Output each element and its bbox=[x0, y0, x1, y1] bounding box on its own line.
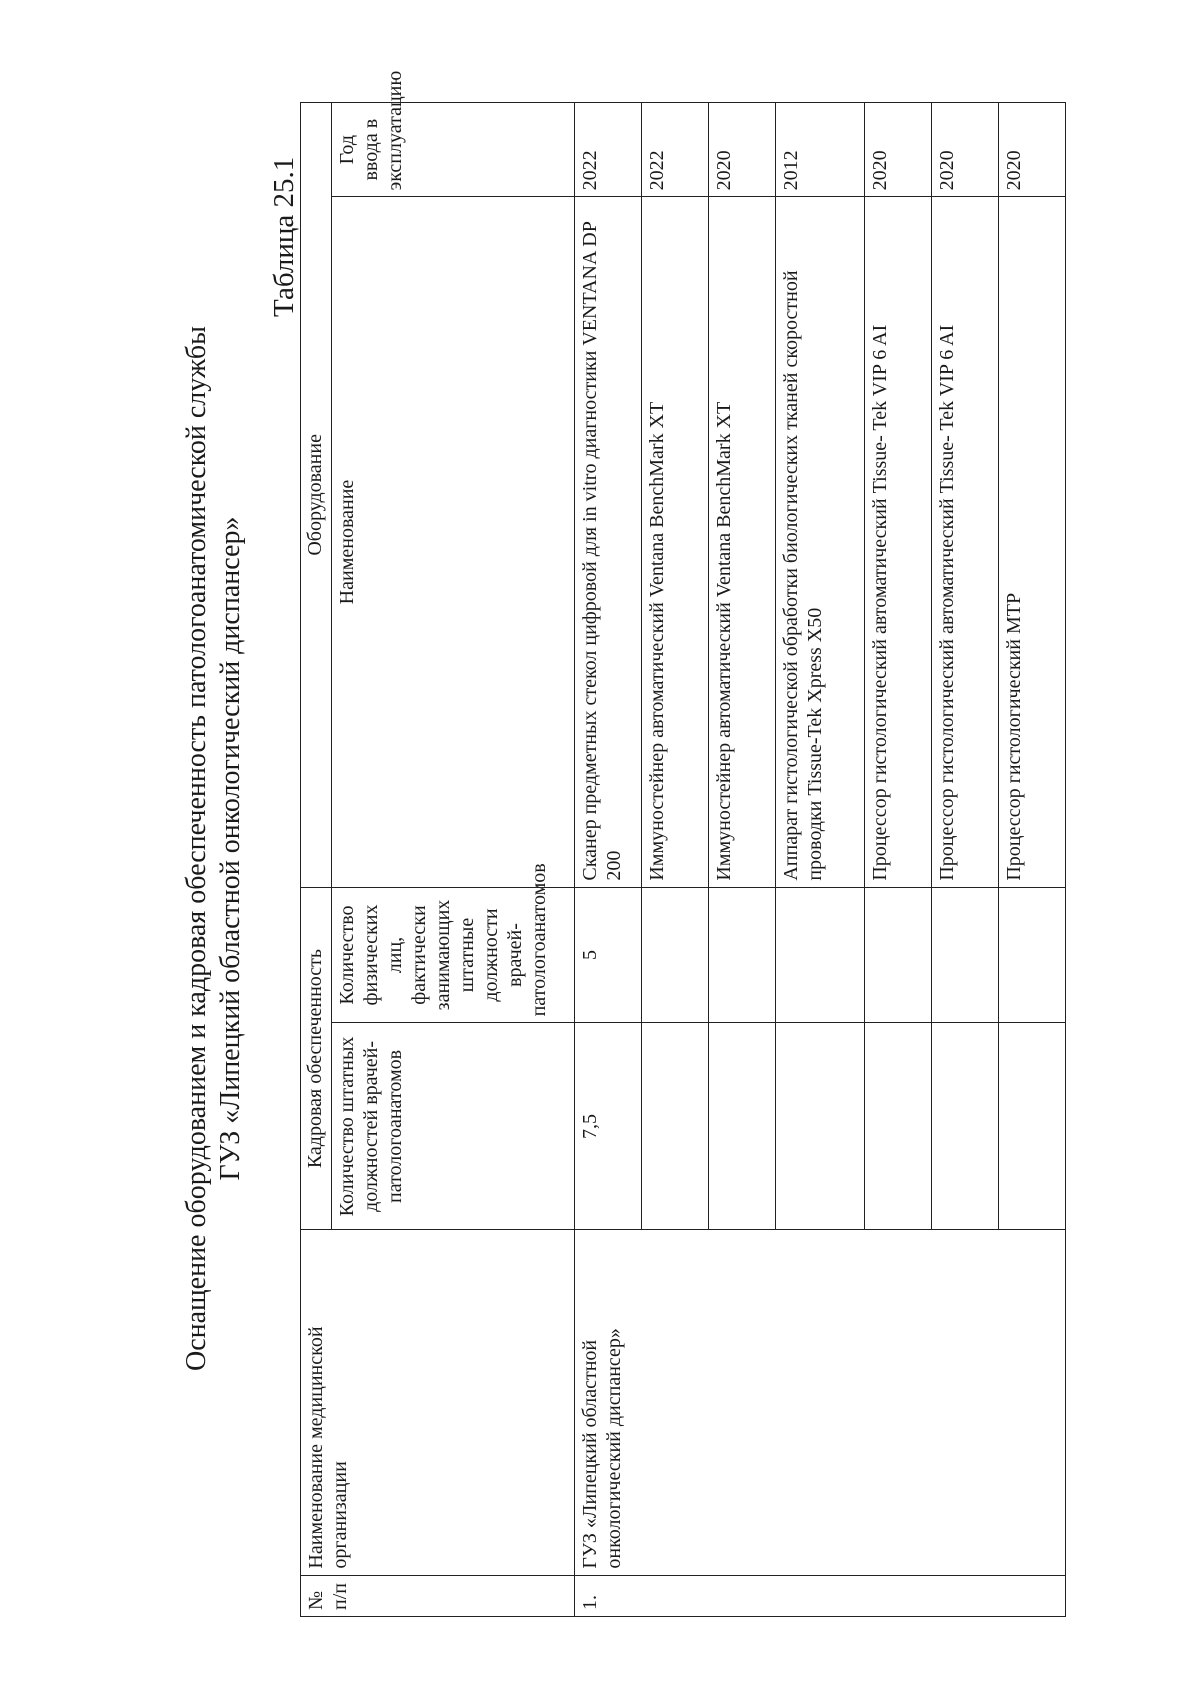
header-num: № п/п bbox=[301, 1575, 575, 1616]
equipment-name: Иммуностейнер автоматический Ventana BenchMark XT bbox=[642, 197, 709, 887]
row-staff-positions: 7,5 bbox=[575, 1023, 642, 1230]
staff-positions-cell bbox=[709, 1023, 776, 1230]
staff-positions-cell bbox=[642, 1023, 709, 1230]
equipment-name: Процессор гистологический МТР bbox=[999, 197, 1066, 887]
row-org: ГУЗ «Липецкий областной онкологический диспансер» bbox=[575, 1230, 1066, 1575]
document-title-line2: ГУЗ «Липецкий областной онкологический диспансер» bbox=[215, 516, 246, 1181]
equipment-year: 2012 bbox=[776, 103, 865, 197]
header-staff-positions: Количество штатных должностей врачей-патологоанатомов bbox=[332, 1023, 575, 1230]
equipment-name: Процессор гистологический автоматический Tissue- Tek VIP 6 AI bbox=[932, 197, 999, 887]
staff-positions-cell bbox=[865, 1023, 932, 1230]
physical-persons-cell bbox=[865, 887, 932, 1023]
header-physical-persons: Количество физических лиц, фактически занимающих штатные должности врачей-патологоанатомов bbox=[332, 887, 575, 1023]
equipment-year: 2020 bbox=[709, 103, 776, 197]
equipment-name: Аппарат гистологической обработки биологических тканей скоростной проводки Tissue-Tek Xpress X50 bbox=[776, 197, 865, 887]
physical-persons-cell bbox=[776, 887, 865, 1023]
physical-persons-cell bbox=[642, 887, 709, 1023]
header-equipment: Оборудование bbox=[301, 103, 332, 888]
staff-positions-cell bbox=[776, 1023, 865, 1230]
equipment-name: Сканер предметных стекол цифровой для in vitro диагностики VENTANA DP 200 bbox=[575, 197, 642, 887]
equipment-year: 2022 bbox=[575, 103, 642, 197]
physical-persons-cell bbox=[709, 887, 776, 1023]
equipment-staffing-table bbox=[300, 70, 1066, 1617]
equipment-year: 2020 bbox=[932, 103, 999, 197]
header-year: Год ввода в эксплуатацию bbox=[332, 103, 575, 197]
row-physical-persons: 5 bbox=[575, 887, 642, 1023]
staff-positions-cell bbox=[932, 1023, 999, 1230]
document-title-line1: Оснащение оборудованием и кадровая обеспеченность патологоанатомической службы bbox=[181, 326, 212, 1371]
header-equip-name: Наименование bbox=[332, 197, 575, 887]
physical-persons-cell bbox=[932, 887, 999, 1023]
staff-positions-cell bbox=[999, 1023, 1066, 1230]
equipment-name: Процессор гистологический автоматический Tissue- Tek VIP 6 AI bbox=[865, 197, 932, 887]
header-staffing: Кадровая обеспеченность bbox=[301, 887, 332, 1230]
equipment-year: 2020 bbox=[865, 103, 932, 197]
row-num: 1. bbox=[575, 1575, 1066, 1616]
table-label: Таблица 25.1 bbox=[268, 156, 300, 317]
physical-persons-cell bbox=[999, 887, 1066, 1023]
equipment-year: 2020 bbox=[999, 103, 1066, 197]
equipment-year: 2022 bbox=[642, 103, 709, 197]
header-org: Наименование медицинской организации bbox=[301, 1230, 575, 1575]
equipment-name: Иммуностейнер автоматический Ventana BenchMark XT bbox=[709, 197, 776, 887]
